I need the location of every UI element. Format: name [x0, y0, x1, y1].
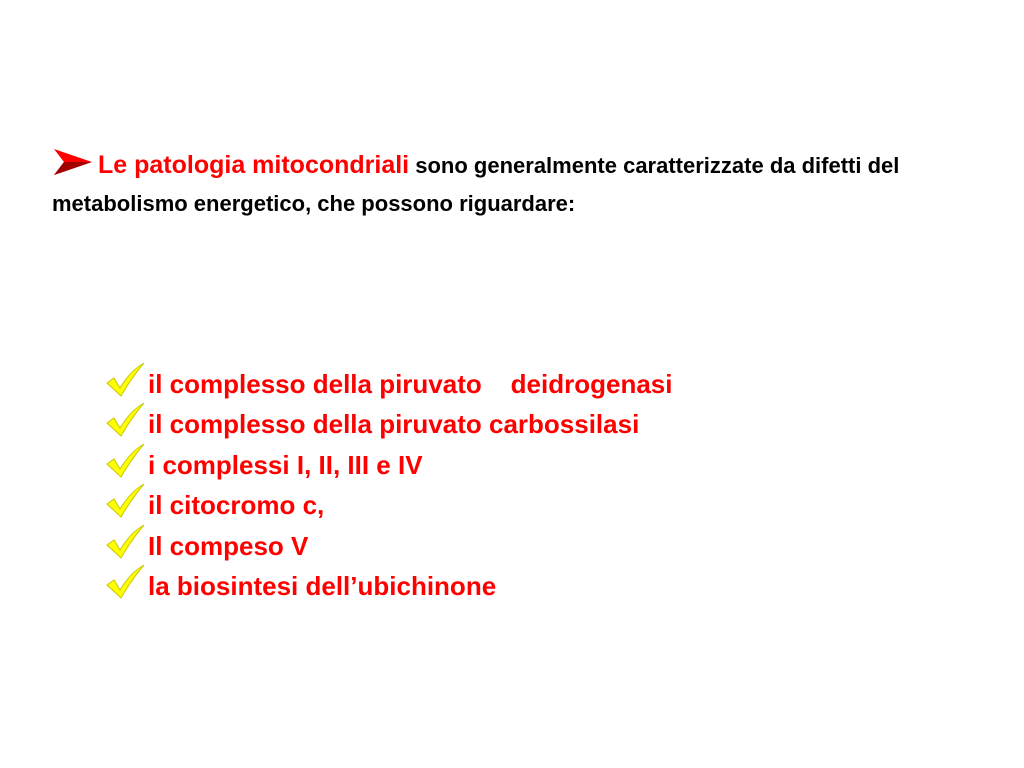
list-item-text: il complesso della piruvato carbossilasi: [148, 409, 640, 439]
checklist: [104, 358, 672, 601]
intro-text: sono generalmente caratterizzate da difetti del metabolismo energetico, che possono riguardare:: [52, 153, 900, 216]
list-item-text: la biosintesi dell’ubichinone: [148, 571, 497, 601]
list-item-text: Il compeso V: [148, 530, 309, 561]
checkmark-icon: [104, 442, 146, 480]
intro-highlight: Le patologia mitocondriali: [98, 151, 410, 179]
checkmark-icon: [104, 401, 146, 439]
checkmark-icon: [104, 523, 146, 561]
list-item-text: i complessi I, II, III e IV: [148, 449, 423, 480]
list-item: [104, 520, 672, 561]
checkmark-icon: [104, 563, 146, 601]
list-item: [104, 439, 672, 480]
list-item: [104, 399, 672, 440]
checkmark-icon: [104, 361, 146, 399]
list-item: [104, 561, 672, 602]
checkmark-icon: [104, 482, 146, 520]
arrowhead-bullet-icon: [52, 147, 94, 177]
intro-paragraph: [52, 146, 982, 223]
list-item-text: il complesso della piruvato deidrogenasi: [148, 368, 673, 399]
list-item: [104, 480, 672, 521]
list-item-text: il citocromo c,: [148, 490, 325, 520]
list-item: [104, 358, 672, 399]
